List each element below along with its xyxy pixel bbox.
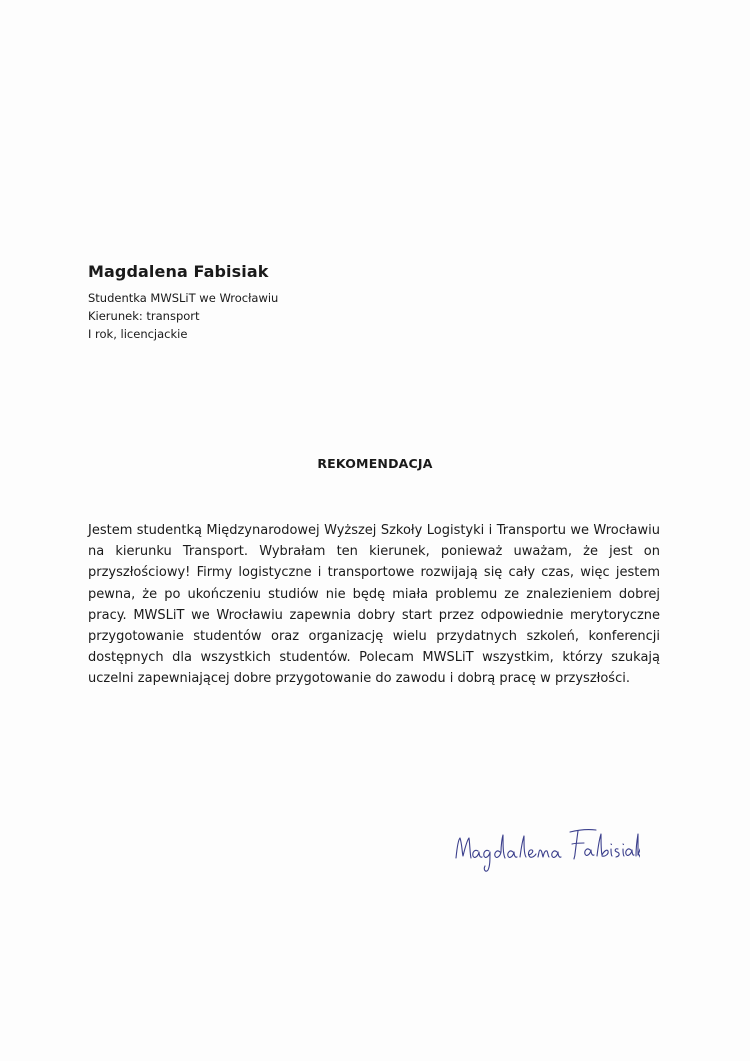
- sender-field-of-study: Kierunek: transport: [88, 309, 200, 323]
- sender-year-of-study: I rok, licencjackie: [88, 327, 188, 341]
- sender-affiliation: Studentka MWSLiT we Wrocławiu: [88, 291, 279, 305]
- letter-title: REKOMENDACJA: [317, 456, 433, 471]
- sender-name: Magdalena Fabisiak: [88, 262, 269, 281]
- sender-block: [88, 262, 488, 343]
- handwritten-signature: [450, 818, 640, 878]
- letter-body: Jestem studentką Międzynarodowej Wyższej Szkoły Logistyki i Transportu we Wrocławiu na kierunku Transport. Wybrałam ten kierunek, ponieważ uważam, że jest on przyszłościowy! Firmy logistyczne i transportowe rozwijają się cały czas, więc jestem pewna, że po ukończeniu studiów nie będę miała problemu ze znalezieniem dobrej pracy. MWSLiT we Wrocławiu zapewnia dobry start przez odpowiednie merytoryczne przygotowanie studentów oraz organizację wielu przydatnych szkoleń, konferencji dostępnych dla wszystkich studentów. Polecam MWSLiT wszystkim, którzy szukają uczelni zapewniającej dobre przygotowanie do zawodu i dobrą pracę w przyszłości.: [88, 523, 660, 687]
- signature-graphic: [450, 818, 640, 878]
